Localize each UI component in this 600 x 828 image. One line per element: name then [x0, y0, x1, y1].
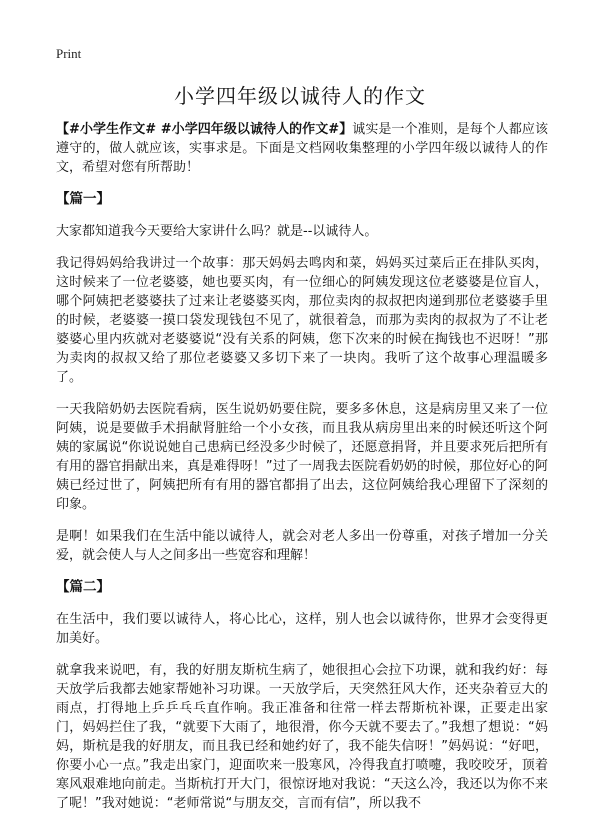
paragraph: 我记得妈妈给我讲过一个故事：那天妈妈去鸣肉和菜，妈妈买过菜后正在排队买肉，这时候来了一位老婆婆，她也要买肉，有一位细心的阿姨发现这位老婆婆是位盲人，哪个阿姨把老婆婆扶了过来让老婆婆买肉，那位卖肉的叔叔把肉递到那位老婆婆手里的时候，老婆婆一摸口袋发现钱包不见了，就很着急，而那为卖肉的叔叔为了不让老婆婆心里内疚就对老婆婆说“没有关系的阿姨，您下次来的时候在掏钱也不迟呀！”那为卖肉的叔叔又给了那位老婆婆又多切下来了一块肉。我听了这个故事心理温暖多了。 [56, 256, 548, 385]
intro-text: 诚实是一个准则，是每个人都应该遵守的，做人就应该，实事求是。下面是文档网收集整理的小学四年级以诚待人的作文，希望对您有所帮助！ [56, 122, 548, 175]
paragraph: 大家都知道我今天要给大家讲什么吗？就是--以诚待人。 [56, 224, 378, 239]
paragraph: 一天我陪奶奶去医院看病，医生说奶奶要住院，要多多休息，这是病房里又来了一位阿姨，说是要做手术捐献肾脏给一个小女孩，而且我从病房里出来的时候还听这个阿姨的家属说“你说说她自己患病已经没多少时候了，还愿意捐肾，并且要求死后把所有有用的器官捐献出来，真是难得呀！”过了一周我去医院看奶奶的时候，那位好心的阿姨已经过世了，阿姨把所有有用的器官都捐了出去，这位阿姨给我心理留下了深刻的印象。 [56, 402, 548, 512]
intro-tags: 【#小学生作文# #小学四年级以诚待人的作文#】 [56, 122, 353, 137]
article-body [56, 120, 548, 826]
section-heading-1: 【篇一】 [56, 191, 110, 207]
paragraph: 就拿我来说吧，有，我的好朋友斯杭生病了，她很担心会拉下功课，就和我约好：每天放学后我都去她家帮她补习功课。一天放学后，天突然狂风大作，还夹杂着豆大的雨点，打得地上乒乒乓乓直作响。我正准备和往常一样去帮斯杭补课，正要走出家门，妈妈拦住了我，“就要下大雨了，地很滑，你今天就不要去了。”我想了想说：“妈妈，斯杭是我的好朋友，而且我已经和她约好了，我不能失信呀！”妈妈说：“好吧，你要小心一点。”我走出家门，迎面吹来一股寒风，冷得我直打喷嚏，我咬咬牙，顶着寒风艰难地向前走。当斯杭打开大门，很惊讶地对我说：“天这么冷，我还以为你不来了呢！”我对她说：“老师常说“与朋友交，言而有信”，所以我不 [56, 663, 548, 811]
intro-paragraph [56, 120, 548, 177]
print-link[interactable]: Print [56, 46, 82, 61]
page-title: 小学四年级以诚待人的作文 [174, 84, 426, 108]
section-heading-2: 【篇二】 [56, 579, 110, 595]
paragraph: 在生活中，我们要以诚待人，将心比心，这样，别人也会以诚待你，世界才会变得更加美好。 [56, 612, 548, 646]
paragraph: 是啊！如果我们在生活中能以诚待人，就会对老人多出一份尊重，对孩子增加一分关爱，就会使人与人之间多出一些宽容和理解！ [56, 529, 548, 563]
